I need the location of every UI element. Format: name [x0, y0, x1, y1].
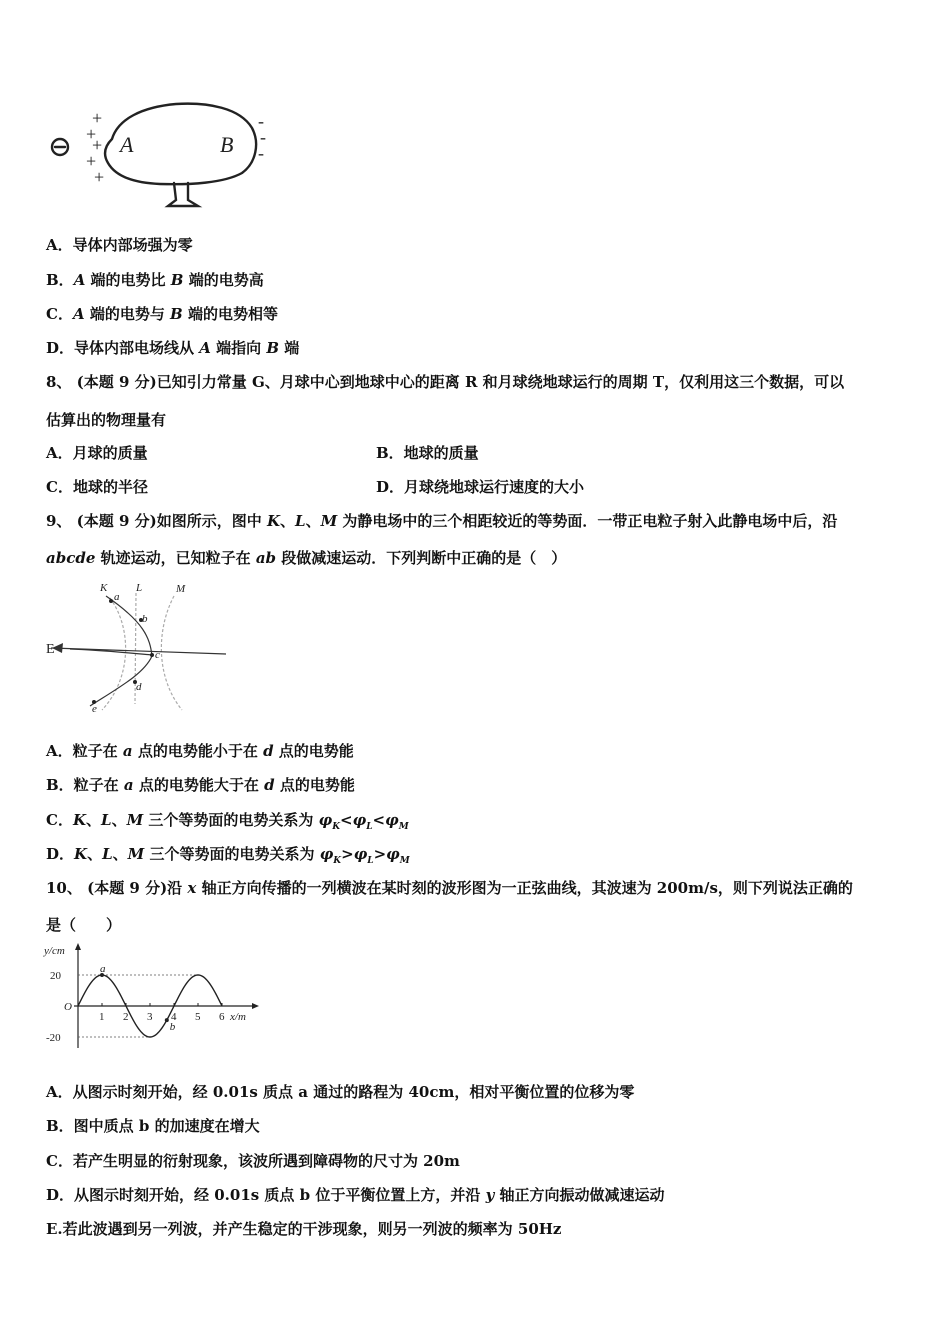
svg-text:+: + [92, 108, 103, 128]
q10-option-a: A．从图示时刻开始，经 0.01s 质点 a 通过的路程为 40cm，相对平衡位置的位移为零 [46, 1083, 635, 1101]
q7-option-d: D．导体内部电场线从 A 端指向 B 端 [46, 339, 300, 357]
svg-text:-: - [258, 143, 264, 163]
x-tick-label: 5 [195, 1011, 201, 1023]
svg-text:c: c [155, 649, 160, 661]
x-axis-arrow [252, 1003, 259, 1009]
surface-M [161, 596, 182, 710]
origin-label: O [64, 1001, 72, 1013]
y-axis-label: y/cm [44, 945, 65, 957]
q10-stem-line2: 是（ ） [46, 916, 122, 934]
svg-text:+: + [92, 135, 103, 155]
q8-stem-line2: 估算出的物理量有 [46, 411, 167, 429]
x-tick-label: 3 [147, 1011, 153, 1023]
q9-stem-line2: abcde 轨迹运动，已知粒子在 ab 段做减速运动．下列判断中正确的是（ ） [46, 549, 567, 567]
label-A: A [120, 132, 134, 157]
wave-chart [40, 940, 265, 1055]
conductor-stand [168, 183, 198, 206]
q10-option-b: B．图中质点 b 的加速度在增大 [46, 1117, 260, 1135]
svg-text:K: K [100, 582, 108, 594]
conductor-figure [40, 95, 280, 215]
svg-text:d: d [136, 681, 142, 693]
svg-text:-: - [260, 127, 266, 147]
q8-option-c: C．地球的半径 [46, 478, 148, 496]
svg-text:+: + [86, 124, 97, 144]
q10-option-d: D．从图示时刻开始，经 0.01s 质点 b 位于平衡位置上方，并沿 y 轴正方向振动做减速运动 [46, 1186, 665, 1204]
svg-text:L: L [136, 582, 143, 594]
x-tick-label: 6 [219, 1011, 225, 1023]
q9-option-c: C．K、L、M 三个等势面的电势关系为 $\varphi_K<\varphi_L<\varphi_M$ [46, 811, 409, 832]
label-B: B [220, 132, 234, 157]
q7-option-a: A．导体内部场强为零 [46, 236, 193, 254]
svg-text:b: b [142, 613, 148, 625]
svg-text:-: - [258, 111, 264, 131]
q9-option-a: A．粒子在 a 点的电势能小于在 d 点的电势能 [46, 742, 354, 760]
y-tick-label: 20 [50, 970, 61, 982]
svg-text:e: e [92, 703, 97, 715]
q10-option-e: E.若此波遇到另一列波，并产生稳定的干涉现象，则另一列波的频率为 50Hz [46, 1220, 562, 1238]
svg-text:+: + [94, 167, 105, 187]
surface-K [102, 598, 126, 710]
x-tick-label: 2 [123, 1011, 129, 1023]
svg-text:a: a [114, 591, 120, 603]
svg-text:+: + [86, 151, 97, 171]
q7-option-c: C．A 端的电势与 B 端的电势相等 [46, 305, 278, 323]
q8-option-a: A．月球的质量 [46, 444, 148, 462]
x-axis-label: x/m [230, 1011, 246, 1023]
point-b-label: b [169, 1021, 176, 1034]
x-tick-label: 1 [99, 1011, 105, 1023]
q9-stem-line1: 9、 (本题 9 分)如图所示，图中 K、L、M 为静电场中的三个相距较近的等势面．一带正电粒子射入此静电场中后，沿 [46, 512, 838, 530]
y-axis-arrow [75, 943, 81, 950]
q8-option-b: B．地球的质量 [376, 444, 479, 462]
x-tick-label: 4 [171, 1011, 177, 1023]
point-b [165, 1018, 169, 1022]
svg-text:M: M [176, 583, 186, 595]
q8-option-d: D．月球绕地球运行速度的大小 [376, 478, 585, 496]
q8-stem-line1: 8、 (本题 9 分)已知引力常量 G、月球中心到地球中心的距离 R 和月球绕地球运行的周期 T，仅利用这三个数据，可以 [46, 373, 845, 391]
q9-option-d: D．K、L、M 三个等势面的电势关系为 $\varphi_K>\varphi_L>\varphi_M$ [46, 845, 410, 866]
equipotential-figure [40, 578, 240, 718]
q9-option-b: B．粒子在 a 点的电势能大于在 d 点的电势能 [46, 776, 355, 794]
point-a-label: a [100, 963, 106, 975]
svg-text:E: E [46, 642, 55, 657]
q10-option-c: C．若产生明显的衍射现象，该波所遇到障碍物的尺寸为 20m [46, 1152, 460, 1170]
q7-option-b: B．A 端的电势比 B 端的电势高 [46, 271, 264, 289]
y-tick-label: -20 [46, 1032, 61, 1044]
q10-stem-line1: 10、 (本题 9 分)沿 x 轴正方向传播的一列横波在某时刻的波形图为一正弦曲线，其波速为 200m/s，则下列说法正确的 [46, 879, 853, 897]
